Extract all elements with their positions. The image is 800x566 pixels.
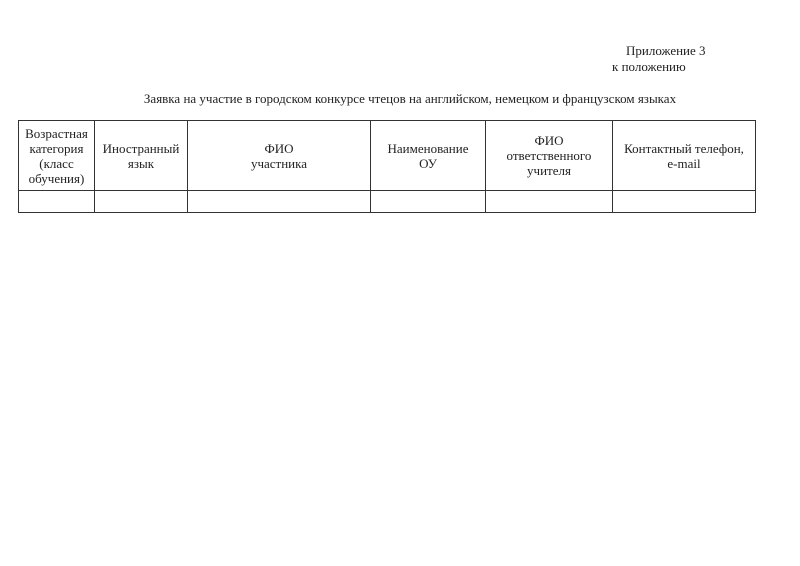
cell-school-name[interactable] xyxy=(371,191,486,213)
header-school-name: Наименование ОУ xyxy=(371,121,486,191)
header-age-category: Возрастная категория (класс обучения) xyxy=(19,121,95,191)
table-row xyxy=(19,191,756,213)
header-contact: Контактный телефон, e-mail xyxy=(613,121,756,191)
cell-contact[interactable] xyxy=(613,191,756,213)
application-table xyxy=(18,120,756,213)
cell-foreign-language[interactable] xyxy=(95,191,188,213)
document-title: Заявка на участие в городском конкурсе чтецов на английском, немецком и французском языках xyxy=(143,91,677,106)
cell-age-category[interactable] xyxy=(19,191,95,213)
header-participant-name: ФИО участника xyxy=(188,121,371,191)
table-header-row xyxy=(19,121,756,191)
cell-teacher-name[interactable] xyxy=(486,191,613,213)
appendix-reference: к положению xyxy=(612,59,686,74)
header-foreign-language: Иностранный язык xyxy=(95,121,188,191)
header-teacher-name: ФИО ответственного учителя xyxy=(486,121,613,191)
appendix-label xyxy=(612,43,706,75)
appendix-number: Приложение 3 xyxy=(626,43,706,58)
cell-participant-name[interactable] xyxy=(188,191,371,213)
